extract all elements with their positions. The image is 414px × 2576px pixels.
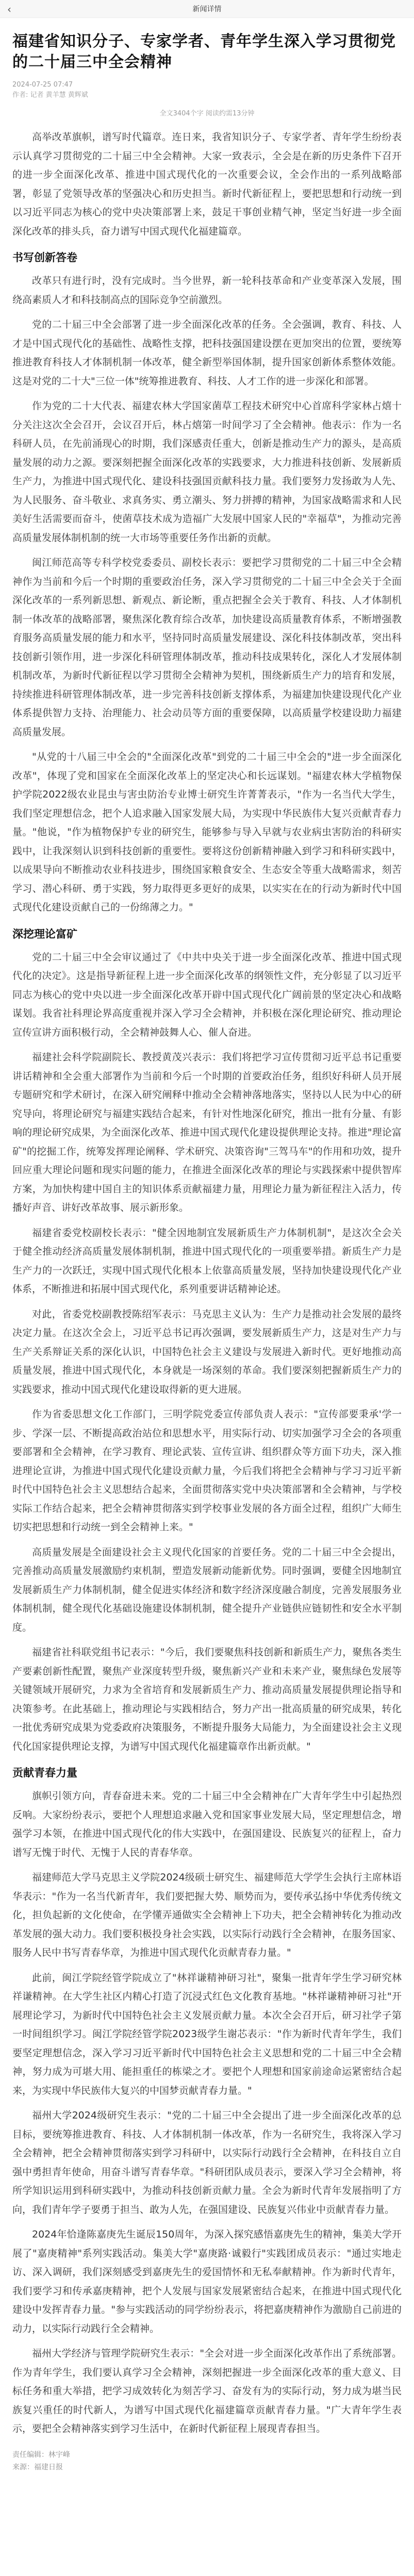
article-footer bbox=[12, 2449, 402, 2473]
paragraph: 对此，省委党校副教授陈绍军表示：马克思主义认为：生产力是推动社会发展的最终决定力量。在这次全会上，习近平总书记再次强调，要发展新质生产力，这是对生产力与生产关系辩证关系的深化认识，中国特色社会主义建设与发展进入新时代。更好地推动高质量发展，推进中国式现代化，本身就是一场深刻的革命。我们要深刻把握新质生产力的实践要求，推动中国式现代化建设取得新的更大进展。 bbox=[12, 1308, 402, 1395]
paragraph: 党的二十届三中全会部署了进一步全面深化改革的任务。全会强调，教育、科技、人才是中国式现代化的基础性、战略性支撑，把科技强国建设摆在更加突出的位置，要统筹推进教育科技人才体制机制一体改革，健全新型举国体制，提升国家创新体系整体效能。这是对党的二十大"三位一体"统筹推进教育、科技、人才工作的进一步深化和部署。 bbox=[12, 319, 402, 387]
paragraph: 作为省委思想文化工作部门，三明学院党委宣传部负责人表示："宣传部要秉承'学一步、学深一层、不断提高政治站位和思想水平，用实际行动、切实加强学习全会的各项重要部署和全会精神，在学习教育、理论武装、宣传宣讲、组织群众等方面下功夫，深入推进理论宣讲，为推进中国式现代化建设贡献力量，今后我们将把全会精神与学习习近平新时代中国特色社会主义思想结合起来，全面贯彻落实党中央决策部署和全会精神，与学校实际工作结合起来，把全会精神贯彻落实到学校事业发展的各方面全过程，组织广大师生切实把思想和行动统一到全会精神上来。" bbox=[12, 1409, 402, 1533]
paragraph: 此前，闽江学院经管学院成立了"林祥谦精神研习社"，聚集一批青年学生学习研究林祥谦精神。在大学生社区内精心打造了沉浸式红色文化教育基地。"林祥谦精神研习社"开展理论学习，为新时代中国特色社会主义发展贡献力量。本次全会召开后，研习社学子第一时间组织学习。闽江学院经管学院2023级学生谢芯表示："作为新时代青年学生，我们要坚定理想信念，深入学习习近平新时代中国特色社会主义思想和党的二十届三中全会精神，努力成为可堪大用、能担重任的栋梁之才。要把个人理想和国家前途命运紧密结合起来，为实现中华民族伟大复兴的中国梦贡献青春力量。" bbox=[12, 1972, 402, 2096]
article-date: 2024-07-25 07:47 bbox=[12, 81, 73, 89]
article-stats: 全文3404个字 阅读约需13分钟 bbox=[159, 110, 255, 117]
article bbox=[0, 31, 414, 2473]
editor-line: 责任编辑：林宇峰 bbox=[12, 2450, 70, 2459]
paragraph: 福建省社科联党组书记表示："今后，我们要聚焦科技创新和新质生产力，聚焦各类生产要素创新性配置，聚焦产业深度转型升级，聚焦新兴产业和未来产业，聚焦绿色发展等关键领域开展研究，力求为全省培育和发展新质生产力、推动高质量发展提供理论指导和决策参考。在此基础上，推动理论与实践相结合，努力产出一批高质量的研究成果，转化一批优秀研究成果为党委政府决策服务，不断提升服务大局能力，为全面建设社会主义现代化国家提供理论支撑，为谱写中国式现代化福建篇章作出新贡献。" bbox=[12, 1647, 402, 1752]
paragraph: 改革只有进行时，没有完成时。当今世界，新一轮科技革命和产业变革深入发展，围绕高素质人才和科技制高点的国际竞争空前激烈。 bbox=[12, 275, 402, 306]
top-nav-bar bbox=[0, 0, 414, 18]
article-title: 福建省知识分子、专家学者、青年学生深入学习贯彻党的二十届三中全会精神 bbox=[12, 32, 396, 71]
article-source: 作者: 记者 黄羊慧 黄辉斌 bbox=[12, 91, 88, 99]
nav-title: 新闻详情 bbox=[192, 5, 222, 13]
paragraph: 旗帜引领方向，青春奋进未来。党的二十届三中全会精神在广大青年学生中引起热烈反响。大家纷纷表示，要把个人理想追求融入党和国家事业发展大局，坚定理想信念，增强学习本领，在推进中国式现代化的伟大实践中，在强国建设、民族复兴的征程上，奋力谱写无愧于时代、无愧于人民的青春华章。 bbox=[12, 1790, 402, 1858]
paragraph: 高质量发展是全面建设社会主义现代化国家的首要任务。党的二十届三中全会提出，完善推动高质量发展激励约束机制，塑造发展新动能新优势。同时强调，要健全因地制宜发展新质生产力体制机制，健全促进实体经济和数字经济深度融合制度，完善发展服务业体制机制，健全现代化基础设施建设体制机制，健全提升产业链供应链韧性和安全水平制度。 bbox=[12, 1546, 402, 1633]
section-heading: 书写创新答卷 bbox=[12, 251, 77, 264]
paragraph: "从党的十八届三中全会的"全面深化改革"到党的二十届三中全会的"进一步全面深化改革"，体现了党和国家在全面深化改革上的坚定决心和长远谋划。"福建农林大学植物保护学院2022级农业昆虫与害虫防治专业博士研究生许菁菁表示，"作为一名当代大学生，我们坚定理想信念，把个人追求融入国家发展大局，为实现中华民族伟大复兴贡献青春力量。"他说，"作为植物保护专业的研究生，能够参与导入早就与农业病虫害防治的科研实践中，让我深刻认识到科技创新的重要性。要将这份创新精神融入到学习和科研实践中，以成果导向不断推动农业科技进步，围绕国家粮食安全、生态安全等重大战略需求，刻苦学习、潜心科研、勇于实践，努力取得更多更好的成果，以实实在在的行动为新时代中国式现代化建设贡献自己的一份绵薄之力。" bbox=[12, 751, 402, 913]
paragraph: 福建社会科学院副院长、教授黄茂兴表示：我们将把学习宣传贯彻习近平总书记重要讲话精神和全会重大部署作为当前和今后一个时期的首要政治任务，组织好科研人员开展专题研究和学术研讨，在深入研究阐释中推动全会精神落地落实，坚持以人民为中心的研究导向，将理论研究与福建实践结合起来，有针对性地深化研究，推出一批有分量、有影响的理论研究成果，为全面深化改革、推进中国式现代化建设提供理论支持。推进"理论富矿"的挖掘工作，统筹发挥理论阐释、学术研究、决策咨询"三驾马车"的作用和功效，提升回应重大理论问题和现实问题的能力，在推进全面深化改革的理论与实践探索中提供智库方案，为加快构建中国自主的知识体系贡献福建力量，用理论力量为新征程注入活力，传播好声音、讲好改革故事、展示新形象。 bbox=[12, 1052, 402, 1213]
source-line: 来源：福建日报 bbox=[12, 2463, 63, 2471]
paragraph: 2024年恰逢陈嘉庚先生诞辰150周年，为深入探究感悟嘉庚先生的精神，集美大学开展了"嘉庚精神"系列实践活动。集美大学"嘉庚路·诚毅行"实践团成员表示："通过实地走访、深入调研，我们深刻感受到嘉庚先生的爱国情怀和无私奉献精神。作为新时代青年，我们要学习和传承嘉庚精神，把个人发展与国家发展紧密结合起来，在推进中国式现代化建设中发挥青春力量。"参与实践活动的同学纷纷表示，将把嘉庚精神作为激励自己前进的动力，以实际行动践行全会精神。 bbox=[12, 2229, 402, 2334]
article-body bbox=[12, 128, 402, 2438]
back-arrow-icon[interactable]: ‹ bbox=[7, 3, 11, 15]
section-heading: 深挖理论富矿 bbox=[12, 927, 77, 940]
paragraph: 作为党的二十大代表、福建农林大学国家菌草工程技术研究中心首席科学家林占熺十分关注这次全会召开，会议召开后，林占熺第一时间学习了全会精神。他表示：作为一名科研人员，在先前涌现心的时期，我们深感责任重大，创新是推动生产力的源头，是高质量发展的动力之源。要深刻把握全面深化改革的实践要求，大力推进科技创新、发展新质生产力，为推进中国式现代化、建设科技强国贡献科技力量。我们要努力发扬敢为人先、为人民服务、奋斗敬业、求真务实、勇立潮头、努力拼搏的精神，为国家战略需求和人民美好生活需要而奋斗，使菌草技术成为造福广大发展中国家人民的"幸福草"，为推动完善高质量发展体制机制的统一大市场等重要任务作出新的贡献。 bbox=[12, 400, 402, 544]
paragraph: 福州大学经济与管理学院研究生表示："全会对进一步全面深化改革作出了系统部署。作为青年学生，我们要认真学习全会精神，深刻把握进一步全面深化改革的重大意义、目标任务和重大举措，把学习成效转化为刻苦学习、奋发有为的实际行动，努力成为堪当民族复兴重任的时代新人，为谱写中国式现代化福建篇章贡献青春力量。"广大青年学生表示，要把全会精神落实到学习生活中，在新时代新征程上展现青春担当。 bbox=[12, 2348, 402, 2434]
paragraph: 福州大学2024级研究生表示："党的二十届三中全会提出了进一步全面深化改革的总目标，要统筹推进教育、科技、人才体制机制一体改革，作为一名研究生，我将深入学习全会精神，把全会精神贯彻落实到学习科研中，以实际行动践行全会精神，在科技自立自强中勇担青年使命，用奋斗谱写青春华章。"科研团队成员表示，要深入学习全会精神，将所学知识运用到科研实践中，为推动科技创新贡献力量。全会为新时代青年发展指明了方向，我们青年学子要勇于担当、敢为人先，在强国建设、民族复兴伟业中贡献青春力量。 bbox=[12, 2110, 402, 2215]
paragraph: 党的二十届三中全会审议通过了《中共中央关于进一步全面深化改革、推进中国式现代化的决定》。这是指导新征程上进一步全面深化改革的纲领性文件，充分彰显了以习近平同志为核心的党中央以进一步全面深化改革开辟中国式现代化广阔前景的坚定决心和战略谋划。我省社科理论界高度重视并深入学习全会精神，并积极在深化理论研究、推动理论宣传宣讲方面积极行动，全会精神鼓舞人心、催人奋进。 bbox=[12, 951, 402, 1038]
paragraph: 高举改革旗帜，谱写时代篇章。连日来，我省知识分子、专家学者、青年学生纷纷表示认真学习贯彻党的二十届三中全会精神。大家一致表示，全会是在新的历史条件下召开的进一步全面深化改革、推进中国式现代化的一次重要会议，全会作出的一系列战略部署，彰显了党领导改革的坚强决心和历史担当。新时代新征程上，要把思想和行动统一到以习近平同志为核心的党中央决策部署上来，鼓足干事创业精气神，坚定当好进一步全面深化改革的排头兵，奋力谱写中国式现代化福建篇章。 bbox=[12, 131, 402, 237]
paragraph: 闽江师范高等专科学校党委委员、副校长表示：要把学习贯彻党的二十届三中全会精神作为当前和今后一个时期的重要政治任务，深入学习贯彻党的二十届三中全会关于全面深化改革的一系列新思想、新观点、新论断，重点把握全会关于教育、科技、人才体制机制一体改革的战略部署，聚焦深化教育综合改革，加快建设高质量教育体系，不断增强教育服务高质量发展的能力和水平，坚持同时高质量发展建设、深化科技体制改革，突出科技创新引领作用，进一步深化科研管理体制改革，推动科技成果转化，深化人才发展体制机制改革，为新时代新征程以学习贯彻全会精神为契机，围绕新质生产力的培育和发展，持续推进科研管理体制改革，进一步完善科技创新支撑体系，为福建加快建设现代化产业体系提供智力支持、治理能力、社会动员等方面的重要保障，以高质量学校建设助力福建高质量发展。 bbox=[12, 557, 402, 738]
section-heading: 贡献青春力量 bbox=[12, 1767, 77, 1779]
paragraph: 福建省委党校副校长表示："健全因地制宜发展新质生产力体制机制"，是这次全会关于健全推动经济高质量发展体制机制，推进中国式现代化的一项重要举措。新质生产力是生产力的一次跃迁，实现中国式现代化根本上依靠高质量发展，坚持加快建设现代化产业体系，不断推进和拓展中国式现代化，系列重要讲话精神论述。 bbox=[12, 1227, 402, 1295]
paragraph: 福建师范大学马克思主义学院2024级硕士研究生、福建师范大学学生会执行主席林语华表示："作为一名当代新青年，我们要把握大势、顺势而为，要传承弘扬中华优秀传统文化，担负起新的文化使命，在学懂弄通做实全会精神上下功夫，把全会精神转化为推动改革发展的强大动力。我们要积极投身社会实践，以实际行动践行全会精神，在服务国家、服务人民中书写青春华章，为推进中国式现代化贡献青春力量。" bbox=[12, 1872, 402, 1958]
